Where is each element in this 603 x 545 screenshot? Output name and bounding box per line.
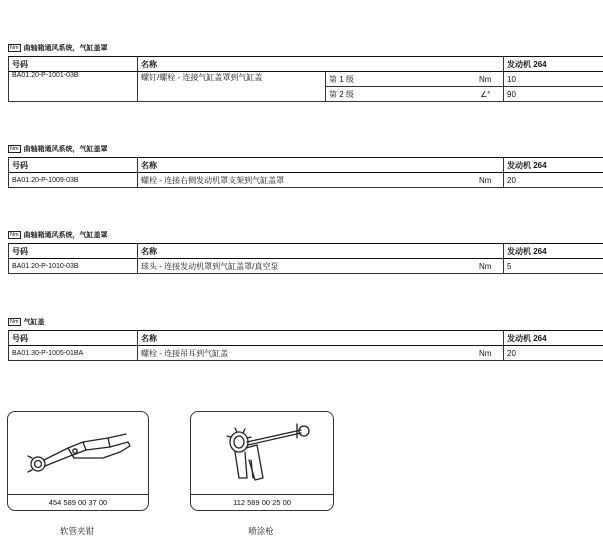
table-header-row bbox=[9, 57, 603, 72]
row-value: 20 bbox=[504, 173, 603, 188]
col-code-header: 号码 bbox=[9, 244, 138, 259]
row-value: 20 bbox=[504, 346, 603, 361]
tool-card-hose-clamp-pliers bbox=[7, 411, 149, 511]
row-value: 5 bbox=[504, 259, 603, 274]
col-code-header: 号码 bbox=[9, 158, 138, 173]
col-engine-header: 发动机 264 bbox=[504, 331, 603, 346]
col-name-header: 名称 bbox=[138, 331, 504, 346]
torque-section-3 bbox=[8, 229, 603, 274]
torque-section-2 bbox=[8, 143, 603, 188]
row-code: BA01.20-P-1009-03B bbox=[9, 173, 138, 188]
spray-gun-icon bbox=[191, 412, 333, 492]
torque-table bbox=[8, 56, 603, 102]
table-row bbox=[9, 259, 603, 274]
tool-number: 454 589 00 37 00 bbox=[48, 498, 108, 507]
tool-name: 喷涂枪 bbox=[248, 526, 274, 536]
row-unit: Nm bbox=[468, 346, 504, 361]
stage-unit: ∠° bbox=[468, 87, 504, 102]
nm-badge: Nm bbox=[10, 232, 19, 238]
col-code-header: 号码 bbox=[9, 57, 138, 72]
col-engine-header: 发动机 264 bbox=[504, 158, 603, 173]
nm-badge: Nm bbox=[10, 45, 19, 51]
tool-name: 软管夹钳 bbox=[59, 526, 94, 536]
table-header-row bbox=[9, 244, 603, 259]
hose-clamp-pliers-icon bbox=[8, 412, 148, 492]
row-code: BA01.20-P-1001-03B bbox=[9, 72, 138, 102]
nm-badge: Nm bbox=[10, 319, 19, 325]
torque-table bbox=[8, 330, 603, 361]
col-name-header: 名称 bbox=[138, 244, 504, 259]
row-unit: Nm bbox=[468, 173, 504, 188]
table-row bbox=[9, 72, 603, 87]
stage-label: 第 2 级 bbox=[326, 87, 468, 102]
section-title: Nm 曲轴箱通风系统，气缸盖罩 bbox=[10, 45, 108, 52]
row-name: 螺钉/螺栓 - 连接气缸盖罩到气缸盖 bbox=[138, 72, 326, 102]
row-name: 球头 - 连接发动机罩到气缸盖罩/真空泵 bbox=[138, 259, 468, 274]
col-name-header: 名称 bbox=[138, 57, 504, 72]
row-unit: Nm bbox=[468, 259, 504, 274]
torque-section-4 bbox=[8, 316, 603, 361]
row-code: BA01.30-P-1005-01BA bbox=[9, 346, 138, 361]
nm-badge: Nm bbox=[10, 146, 19, 152]
col-name-header: 名称 bbox=[138, 158, 504, 173]
tool-card-spray-gun bbox=[190, 411, 334, 511]
table-row bbox=[9, 346, 603, 361]
stage-value: 10 bbox=[504, 72, 603, 87]
stage-value: 90 bbox=[504, 87, 603, 102]
row-name: 螺栓 - 连接右侧发动机罩支架到气缸盖罩 bbox=[138, 173, 468, 188]
section-title: Nm 曲轴箱通风系统，气缸盖罩 bbox=[10, 146, 108, 153]
stage-label: 第 1 级 bbox=[326, 72, 468, 87]
table-row bbox=[9, 173, 603, 188]
row-code: BA01.20-P-1010-03B bbox=[9, 259, 138, 274]
table-header-row bbox=[9, 158, 603, 173]
section-title: Nm 曲轴箱通风系统，气缸盖罩 bbox=[10, 232, 108, 239]
torque-table bbox=[8, 157, 603, 188]
table-header-row bbox=[9, 331, 603, 346]
col-code-header: 号码 bbox=[9, 331, 138, 346]
torque-section-1 bbox=[8, 42, 603, 102]
tool-number: 112 589 00 25 00 bbox=[233, 498, 291, 507]
section-title: Nm 气缸盖 bbox=[10, 319, 45, 326]
torque-table bbox=[8, 243, 603, 274]
stage-unit: Nm bbox=[468, 72, 504, 87]
col-engine-header: 发动机 264 bbox=[504, 57, 603, 72]
row-name: 螺栓 - 连接吊耳到气缸盖 bbox=[138, 346, 468, 361]
col-engine-header: 发动机 264 bbox=[504, 244, 603, 259]
